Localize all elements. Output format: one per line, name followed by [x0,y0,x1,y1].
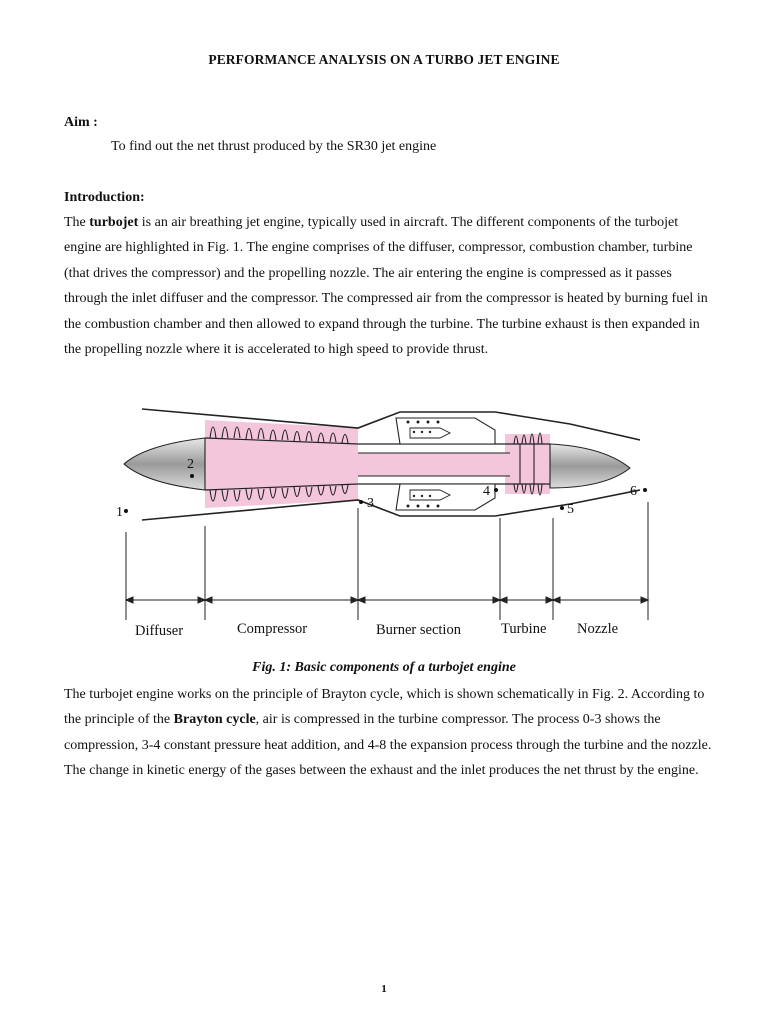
aim-text: To find out the net thrust produced by the SR30 jet engine [111,139,437,154]
station-dot-6 [643,488,647,492]
document-title: PERFORMANCE ANALYSIS ON A TURBO JET ENGINE [208,52,560,67]
station-label-6: 6 [630,484,637,499]
intro-bold-turbojet: turbojet [89,215,139,230]
station-dot-1 [124,509,128,513]
burner-flow-area [358,453,505,476]
station-label-4: 4 [483,484,490,499]
introduction-paragraph [64,210,714,362]
station-label-1: 1 [116,505,123,520]
figure-caption: Fig. 1: Basic components of a turbojet engine [252,660,516,675]
intro-text-rest: is an air breathing jet engine, typically used in aircraft. The different components of the turbojet engine are highlighted in Fig. 1. The engine comprises of the diffuser, compressor, combustion chamber, turbine (that drives the compressor) and the propelling nozzle. The air entering the engine is compressed as it passes through the inlet diffuser and the compressor. The compressed air from the compressor is heated by burning fuel in the combustion chamber and then allowed to expand through the turbine. The turbine exhaust is then expanded in the propelling nozzle where it is accelerated to high speed to provide thrust. [64,215,708,358]
station-dot-5 [560,506,564,510]
section-dimension-lines [126,502,648,620]
brayton-paragraph [64,682,714,784]
section-label-nozzle: Nozzle [577,621,619,637]
station-dot-3 [359,500,363,504]
introduction-heading: Introduction: [64,190,145,205]
station-dot-2 [190,474,194,478]
brayton-bold-term: Brayton cycle [173,712,256,728]
intro-text-start: The [64,215,90,230]
section-label-burner: Burner section [376,622,461,638]
section-label-turbine: Turbine [501,621,547,637]
exhaust-tail-cone [550,444,630,488]
aim-heading: Aim : [64,115,98,130]
page-number: 1 [381,983,387,995]
station-label-5: 5 [567,502,574,517]
brayton-text-start: The turbojet engine works on the principle of Brayton cycle, which is shown schematically in Fig. 2. According to the principle of the [64,687,705,728]
turbojet-engine-diagram [110,398,655,650]
turbine-flow-area [505,434,550,494]
brayton-text-rest: , air is compressed in the turbine compressor. The process 0-3 shows the compression, 3-4 constant pressure heat addition, and 4-8 the expansion process through the turbine and the nozzle. The change in kinetic energy of the gases between the exhaust and the inlet produces the net thrust by the engine. [64,712,712,779]
compressor-flow-area [205,420,358,508]
section-label-compressor: Compressor [237,621,308,637]
station-label-3: 3 [367,496,374,511]
station-label-2: 2 [187,457,194,472]
station-dot-4 [494,488,498,492]
section-label-diffuser: Diffuser [135,623,184,639]
